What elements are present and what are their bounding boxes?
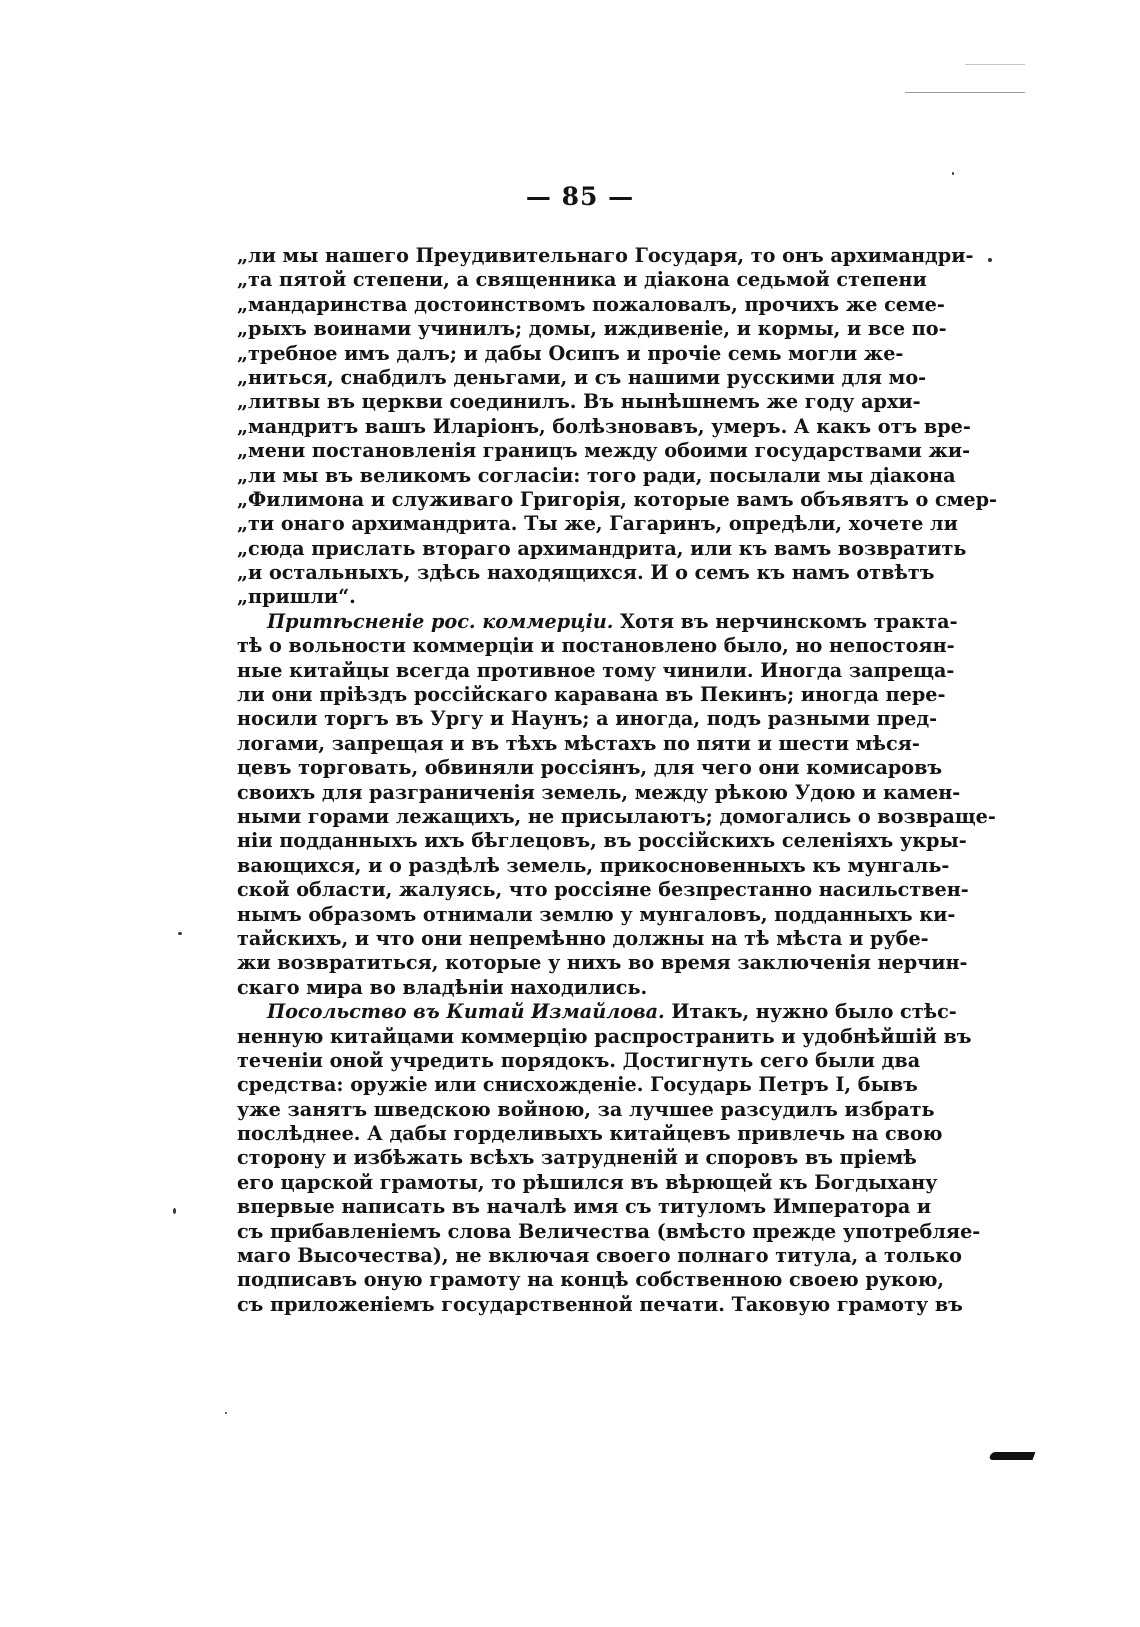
page-number: — 85 —	[525, 182, 635, 211]
line-text: „ти онаго архимандрита. Ты же, Гагаринъ, опредѣли, хочете ли	[237, 512, 958, 536]
text-line	[237, 365, 927, 390]
text-line	[237, 487, 997, 512]
line-text: „сюда прислать втораго архимандрита, или къ вамъ возвратить	[237, 536, 967, 560]
line-text: послѣднее. А дабы горделивыхъ китайцевъ привлечь на свою	[237, 1122, 943, 1146]
text-line	[237, 829, 967, 853]
line-text: „мандаринства достоинствомъ пожаловалъ, прочихъ же семе-	[237, 292, 945, 316]
line-text: вающихся, и о раздѣлѣ земель, прикосновенныхъ къ мунгаль-	[237, 853, 950, 877]
text-line	[237, 1195, 932, 1219]
line-text: ли они пріѣздъ россійскаго каравана въ Пекинъ; иногда пере-	[237, 683, 946, 707]
text-line	[237, 244, 974, 268]
line-text: впервые написать въ началѣ имя съ титуломъ Императора и	[237, 1195, 932, 1219]
line-text: ніи подданныхъ ихъ бѣглецовъ, въ россійскихъ селеніяхъ укры-	[237, 829, 967, 853]
text-line	[237, 951, 968, 975]
line-text: съ приложеніемъ государственной печати. Таковую грамоту въ	[237, 1292, 963, 1316]
scan-speck	[952, 172, 954, 175]
text-line	[237, 317, 947, 341]
text-line	[237, 414, 971, 439]
line-text: „и остальныхъ, здѣсь находящихся. И о семъ къ намъ отвѣтъ	[237, 561, 935, 585]
text-line	[237, 878, 969, 902]
text-line	[237, 1097, 935, 1122]
text-line	[237, 1146, 917, 1170]
text-line	[237, 707, 938, 731]
line-text: „Филимона и служиваго Григорія, которые вамъ объявятъ о смер-	[237, 487, 997, 511]
text-line	[237, 926, 929, 951]
line-text: его царской грамоты, то рѣшился въ вѣрющей къ Богдыхану	[237, 1170, 938, 1194]
text-line	[237, 536, 967, 561]
line-text: жи возвратиться, которые у нихъ во время заключенія нерчин-	[237, 951, 968, 975]
line-text: „ли мы въ великомъ согласіи: того ради, посылали мы діакона	[237, 463, 956, 487]
line-text: цевъ торговать, обвиняли россіянъ, для чего они комисаровъ	[237, 756, 943, 780]
text-line	[237, 756, 943, 780]
text-line	[237, 1219, 981, 1244]
line-text: ской области, жалуясь, что россіяне безпрестанно насильствен-	[237, 878, 969, 902]
scan-speck	[173, 1208, 176, 1214]
text-line	[237, 341, 904, 366]
text-line	[237, 1122, 943, 1146]
line-text: „мени постановленія границъ между обоими государствами жи-	[237, 439, 971, 463]
line-text: „ниться, снабдилъ деньгами, и съ нашими русскими для мо-	[237, 365, 927, 389]
line-text: носили торгъ въ Ургу и Наунъ; а иногда, подъ разными пред-	[237, 707, 938, 731]
line-text: Хотя въ нерчинскомъ трактa-	[613, 609, 958, 633]
line-text: тайскихъ, и что они непремѣнно должны на тѣ мѣста и рубе-	[237, 926, 929, 950]
text-line	[237, 439, 971, 463]
text-line	[237, 1268, 945, 1292]
line-text: теченіи оной учредить порядокъ. Достигнуть сего были два	[237, 1048, 921, 1072]
text-line	[237, 268, 927, 292]
body-text	[237, 244, 997, 1317]
line-text: тѣ о вольности коммерціи и постановлено было, но непостоян-	[237, 634, 955, 658]
line-text: „мандритъ вашъ Иларіонъ, болѣзновавъ, умеръ. А какъ отъ вре-	[237, 414, 971, 438]
line-text: „литвы въ церкви соединилъ. Въ нынѣшнемъ же году архи-	[237, 390, 921, 414]
section-heading: Притѣсненіе рос. коммерціи.	[267, 609, 614, 633]
text-line	[237, 1170, 938, 1195]
text-line	[237, 853, 950, 878]
line-text: маго Высочества), не включая своего полнаго титула, а только	[237, 1244, 962, 1268]
text-line	[237, 731, 920, 756]
text-line	[237, 804, 996, 829]
text-line	[237, 512, 958, 536]
scan-speck	[178, 932, 182, 935]
line-text: нымъ образомъ отнимали землю у мунгаловъ, подданныхъ ки-	[237, 902, 956, 926]
text-line	[237, 463, 956, 488]
line-text: подписавъ оную грамоту на концѣ собственною своею рукою,	[237, 1268, 945, 1292]
line-text: ные китайцы всегда противное тому чинили. Иногда запреща-	[237, 658, 955, 682]
scan-speck	[225, 1412, 227, 1414]
line-text: сторону и избѣжать всѣхъ затрудненій и споровъ въ пріемѣ	[237, 1146, 917, 1170]
line-text: „ли мы нашего Преудивительнаго Государя, то онъ архимандри-	[237, 244, 974, 267]
line-text: средства: оружіе или снисхожденіе. Государь Петръ I, бывъ	[237, 1073, 918, 1097]
line-text: ными горами лежащихъ, не присылаютъ; домогались о возвраще-	[237, 804, 996, 828]
text-line	[237, 976, 897, 1000]
text-line	[237, 585, 897, 609]
section-heading: Посольство въ Китай Измайлова.	[267, 1000, 665, 1024]
text-line	[237, 683, 946, 707]
text-line	[237, 658, 955, 683]
text-line	[237, 780, 961, 805]
text-line	[237, 634, 955, 658]
text-line	[237, 1048, 921, 1073]
text-line	[237, 1292, 963, 1317]
text-line	[237, 902, 956, 927]
text-line	[237, 1073, 918, 1097]
text-line	[237, 561, 935, 585]
line-text: Итакъ, нужно было стѣс-	[664, 1000, 957, 1024]
text-line	[237, 609, 958, 634]
scan-edge-line	[905, 92, 1025, 93]
text-line	[237, 1244, 962, 1268]
scan-edge-line	[965, 64, 1025, 65]
line-text: своихъ для разграниченія земель, между рѣкою Удою и камен-	[237, 780, 961, 804]
text-line	[237, 1024, 972, 1049]
text-line	[237, 292, 945, 317]
line-text: уже занятъ шведскою войною, за лучшее разсудилъ избрать	[237, 1097, 935, 1121]
line-text: логами, запрещая и въ тѣхъ мѣстахъ по пяти и шести мѣся-	[237, 731, 920, 755]
text-line	[237, 390, 921, 414]
scan-speck	[988, 258, 992, 262]
scan-ink-mark	[989, 1452, 1036, 1460]
line-text: ненную китайцами коммерцію распространить и удобнѣйшій въ	[237, 1024, 972, 1048]
line-text: „требное имъ далъ; и дабы Осипъ и прочіе семь могли же-	[237, 341, 904, 365]
line-text: „та пятой степени, а священника и діакона седьмой степени	[237, 268, 927, 292]
text-line	[237, 1000, 957, 1024]
line-text: „пришли“.	[237, 585, 356, 609]
line-text: „рыхъ воинами учинилъ; домы, иждивеніе, и кормы, и все по-	[237, 317, 947, 341]
line-text: съ прибавленіемъ слова Величества (вмѣсто прежде употребляе-	[237, 1219, 981, 1243]
line-text: скаго мира во владѣніи находились.	[237, 975, 648, 999]
